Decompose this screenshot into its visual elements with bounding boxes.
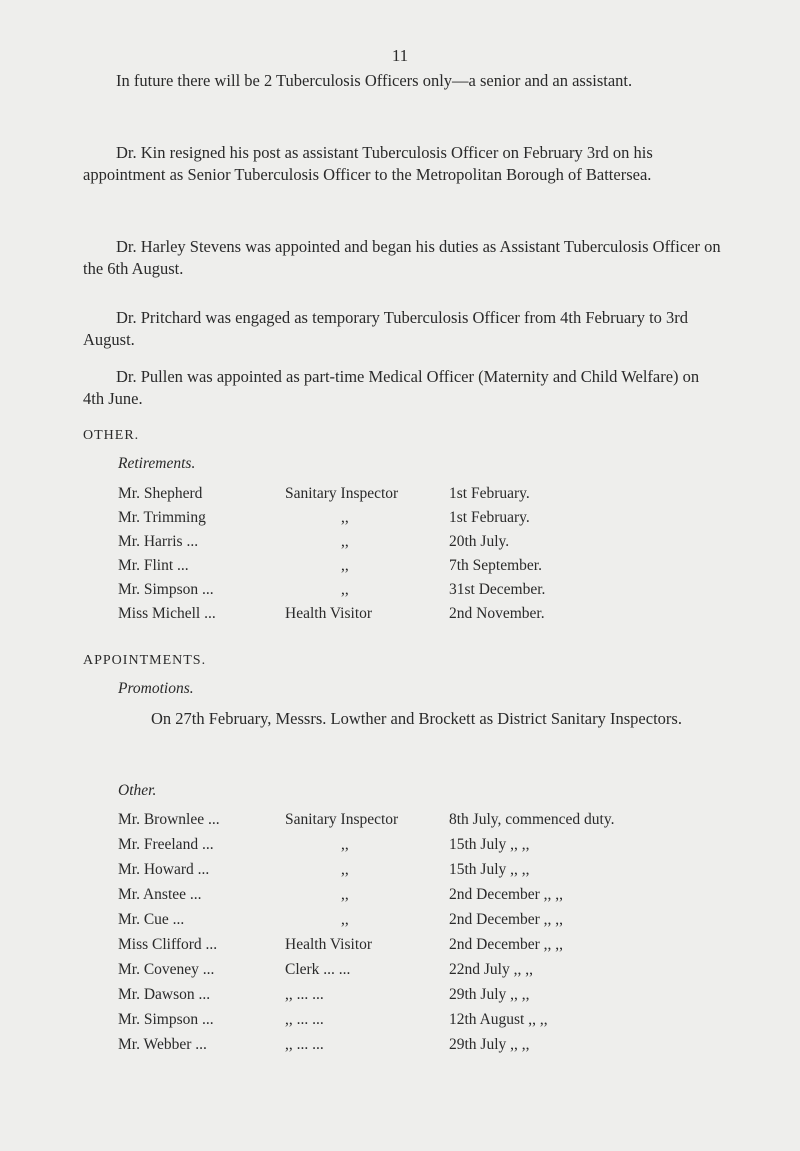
appointment-name: Mr. Howard ... <box>118 861 210 878</box>
table-row <box>0 808 800 832</box>
appointment-role: ,, <box>341 861 349 878</box>
appointment-role: ,, <box>341 911 349 928</box>
appointment-date: 2nd December ,, ,, <box>449 911 564 928</box>
appointment-name: Mr. Anstee ... <box>118 886 202 903</box>
appointment-name: Miss Clifford ... <box>118 936 218 953</box>
paragraph-tb-officers: In future there will be 2 Tuberculosis Officers only—a senior and an assistant. <box>116 71 633 90</box>
table-row <box>0 833 800 857</box>
retirement-role: ,, <box>341 509 349 526</box>
table-row <box>0 858 800 882</box>
appointment-date: 2nd December ,, ,, <box>449 886 564 903</box>
appointment-role: ,, ... ... <box>285 1036 324 1053</box>
retirement-date: 1st February. <box>449 485 530 502</box>
paragraph-dr-kin: Dr. Kin resigned his post as assistant Tuberculosis Officer on February 3rd on his appointment as Senior Tuberculosis Officer to the Metropolitan Borough of Battersea. <box>83 143 653 184</box>
appointment-role: Health Visitor <box>285 936 373 953</box>
retirement-role: ,, <box>341 557 349 574</box>
appointment-role: ,, <box>341 886 349 903</box>
retirement-name: Mr. Simpson ... <box>118 581 214 598</box>
appointment-date: 29th July ,, ,, <box>449 986 530 1003</box>
appointment-role: ,, ... ... <box>285 1011 324 1028</box>
retirement-name: Miss Michell ... <box>118 605 216 622</box>
retirement-role: Sanitary Inspector <box>285 485 399 502</box>
table-row <box>0 506 800 530</box>
appointment-name: Mr. Dawson ... <box>118 986 211 1003</box>
appointment-name: Mr. Cue ... <box>118 911 185 928</box>
appointment-role: Clerk ... ... <box>285 961 351 978</box>
appointment-name: Mr. Freeland ... <box>118 836 214 853</box>
table-row <box>0 1033 800 1057</box>
appointment-role: ,, ... ... <box>285 986 324 1003</box>
retirement-role: Health Visitor <box>285 605 373 622</box>
retirement-role: ,, <box>341 581 349 598</box>
appointment-date: 15th July ,, ,, <box>449 836 530 853</box>
other-heading: OTHER. <box>83 428 140 443</box>
appointment-date: 8th July, commenced duty. <box>449 811 615 828</box>
table-row <box>0 908 800 932</box>
appointment-role: Sanitary Inspector <box>285 811 399 828</box>
table-row <box>0 554 800 578</box>
table-row <box>0 983 800 1007</box>
table-row <box>0 602 800 626</box>
page-number: 11 <box>391 46 409 65</box>
appointment-role: ,, <box>341 836 349 853</box>
paragraph-dr-stevens: Dr. Harley Stevens was appointed and began his duties as Assistant Tuberculosis Officer on the 6th August. <box>83 237 721 278</box>
appointment-name: Mr. Simpson ... <box>118 1011 214 1028</box>
table-row <box>0 883 800 907</box>
appointment-date: 2nd December ,, ,, <box>449 936 564 953</box>
appointment-name: Mr. Coveney ... <box>118 961 215 978</box>
appointment-date: 15th July ,, ,, <box>449 861 530 878</box>
table-row <box>0 958 800 982</box>
table-row <box>0 482 800 506</box>
retirement-name: Mr. Trimming <box>118 509 206 526</box>
promotions-text: On 27th February, Messrs. Lowther and Brockett as District Sanitary Inspectors. <box>151 709 682 728</box>
retirement-name: Mr. Shepherd <box>118 485 203 502</box>
retirement-name: Mr. Flint ... <box>118 557 189 574</box>
retirement-name: Mr. Harris ... <box>118 533 199 550</box>
retirements-heading: Retirements. <box>118 455 196 472</box>
appointment-date: 12th August ,, ,, <box>449 1011 548 1028</box>
retirement-date: 31st December. <box>449 581 546 598</box>
retirement-role: ,, <box>341 533 349 550</box>
appointments-other-heading: Other. <box>118 782 157 799</box>
appointments-heading: APPOINTMENTS. <box>83 653 207 668</box>
paragraph-dr-pullen: Dr. Pullen was appointed as part-time Medical Officer (Maternity and Child Welfare) on 4th June. <box>83 367 700 408</box>
table-row <box>0 530 800 554</box>
appointment-date: 22nd July ,, ,, <box>449 961 533 978</box>
retirement-date: 20th July. <box>449 533 510 550</box>
table-row <box>0 933 800 957</box>
retirement-date: 7th September. <box>449 557 542 574</box>
appointment-name: Mr. Brownlee ... <box>118 811 220 828</box>
promotions-heading: Promotions. <box>118 680 194 697</box>
retirement-date: 1st February. <box>449 509 530 526</box>
retirement-date: 2nd November. <box>449 605 545 622</box>
appointment-name: Mr. Webber ... <box>118 1036 207 1053</box>
table-row <box>0 578 800 602</box>
appointment-date: 29th July ,, ,, <box>449 1036 530 1053</box>
table-row <box>0 1008 800 1032</box>
paragraph-dr-pritchard: Dr. Pritchard was engaged as temporary Tuberculosis Officer from 4th February to 3rd August. <box>83 308 689 349</box>
